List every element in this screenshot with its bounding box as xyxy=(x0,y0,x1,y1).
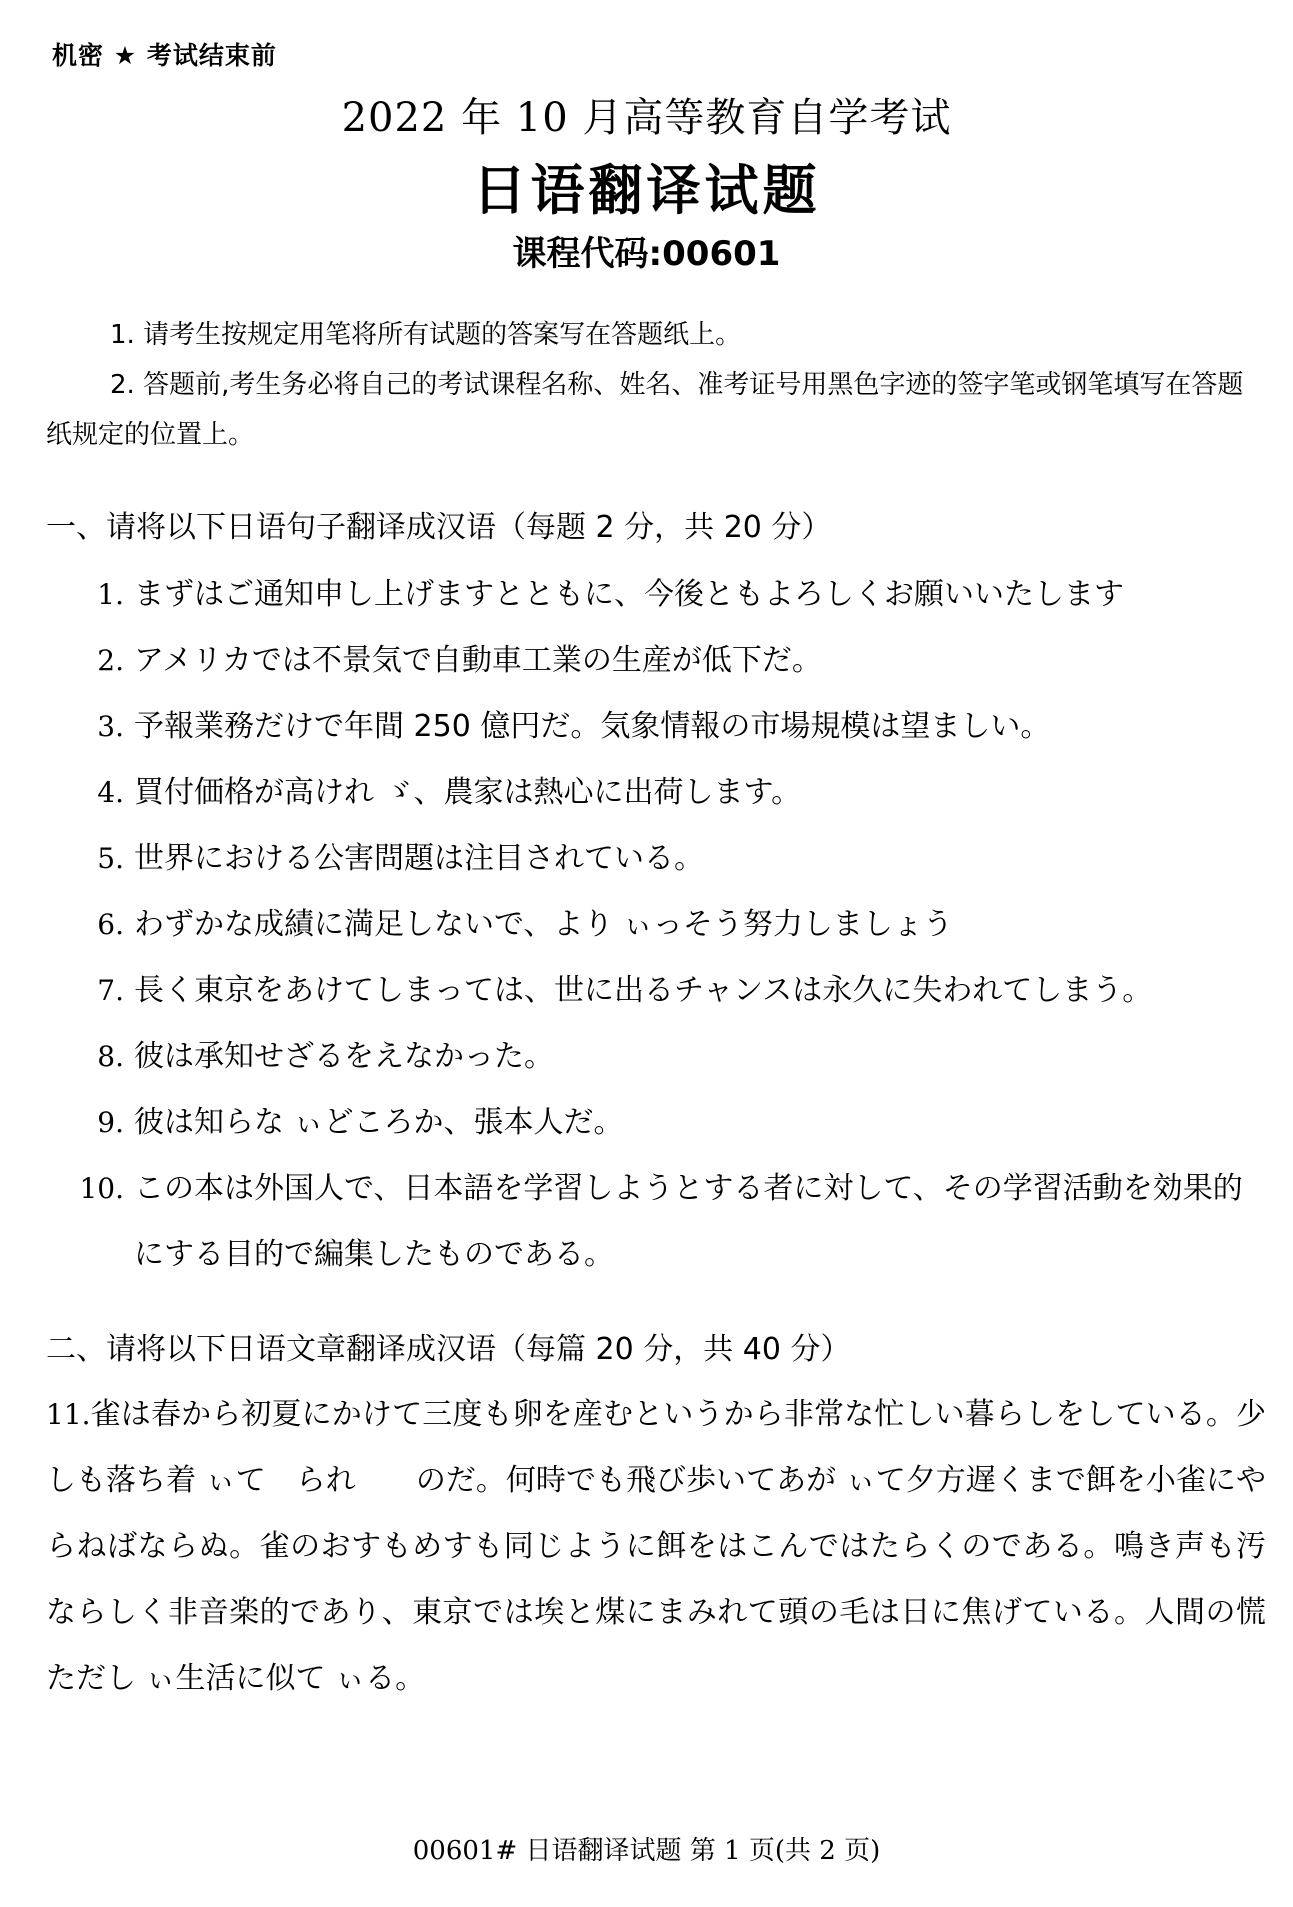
exam-title: 2022 年 10 月高等教育自学考试 xyxy=(341,95,952,141)
question-list xyxy=(46,562,1266,1288)
section-one-heading: 一、请将以下日语句子翻译成汉语（每题 2 分，共 20 分） xyxy=(46,510,832,545)
instruction-1: 1. 请考生按规定用笔将所有试题的答案写在答题纸上。 xyxy=(110,320,742,350)
passage xyxy=(46,1382,1266,1712)
question-number: 9. xyxy=(97,1106,124,1139)
question-number: 4. xyxy=(97,776,124,809)
question-item xyxy=(46,760,1266,826)
passage-number: 11. xyxy=(46,1398,91,1431)
question-number: 5. xyxy=(97,842,124,875)
passage-text: 雀は春から初夏にかけて三度も卵を産むというから非常な忙しい暮らしをしている。少しも落ち着 ぃて られ のだ。何時でも飛び歩いてあが ぃて夕方遅くまで餌を小雀にやらねばならぬ。雀のおすもめすも同じように餌をはこんではたらくのである。鳴き声も汚ならしく非音楽的であり、東京では埃と煤にまみれて頭の毛は日に焦げている。人間の慌ただし ぃ生活に似て ぃる。 xyxy=(46,1397,1266,1696)
question-text: まずはご通知申し上げますとともに、今後ともよろしくお願いいたします xyxy=(134,577,1124,612)
question-item xyxy=(46,1024,1266,1090)
question-item xyxy=(46,1090,1266,1156)
question-text: 長く東京をあけてしまっては、世に出るチャンスは永久に失われてしまう。 xyxy=(134,973,1153,1008)
question-item xyxy=(46,694,1266,760)
instructions xyxy=(46,310,1246,460)
question-item xyxy=(46,628,1266,694)
question-item xyxy=(46,892,1266,958)
instruction-2: 2. 答题前,考生务必将自己的考试课程名称、姓名、准考证号用黑色字迹的签字笔或钢笔填写在答题纸规定的位置上。 xyxy=(46,370,1244,450)
page-footer: 00601# 日语翻译试题 第 1 页(共 2 页) xyxy=(412,1836,881,1866)
section-two-heading: 二、请将以下日语文章翻译成汉语（每篇 20 分，共 40 分） xyxy=(46,1332,851,1367)
question-number: 6. xyxy=(97,908,124,941)
question-item xyxy=(46,958,1266,1024)
confidential-label: 机密 ★ 考试结束前 xyxy=(52,41,277,70)
question-text: 世界における公害問題は注目されている。 xyxy=(134,841,704,876)
question-text: わずかな成績に満足しないで、より ぃっそう努力しましょう xyxy=(134,907,953,942)
question-number: 3. xyxy=(97,710,124,743)
section-one xyxy=(46,508,1266,1288)
question-number: 10. xyxy=(79,1172,124,1205)
question-item xyxy=(46,562,1266,628)
question-number: 7. xyxy=(97,974,124,1007)
question-text: この本は外国人で、日本語を学習しようとする者に対して、その学習活動を効果的にする目的で編集したものである。 xyxy=(134,1171,1243,1272)
question-item xyxy=(46,826,1266,892)
question-text: 彼は承知せざるをえなかった。 xyxy=(134,1039,554,1074)
question-text: 彼は知らな ぃどころか、張本人だ。 xyxy=(134,1105,624,1140)
subject-title: 日语翻译试题 xyxy=(472,159,821,222)
question-number: 2. xyxy=(97,644,124,677)
question-text: 買付価格が高けれ ゞ、農家は熱心に出荷します。 xyxy=(134,775,802,810)
question-text: アメリカでは不景気で自動車工業の生産が低下だ。 xyxy=(134,643,822,678)
question-number: 8. xyxy=(97,1040,124,1073)
course-code: 课程代码:00601 xyxy=(512,234,781,274)
section-two xyxy=(46,1330,1266,1712)
question-item xyxy=(46,1156,1266,1288)
question-number: 1. xyxy=(97,578,124,611)
question-text: 予報業務だけで年間 250 億円だ。気象情報の市場規模は望ましい。 xyxy=(134,709,1051,744)
